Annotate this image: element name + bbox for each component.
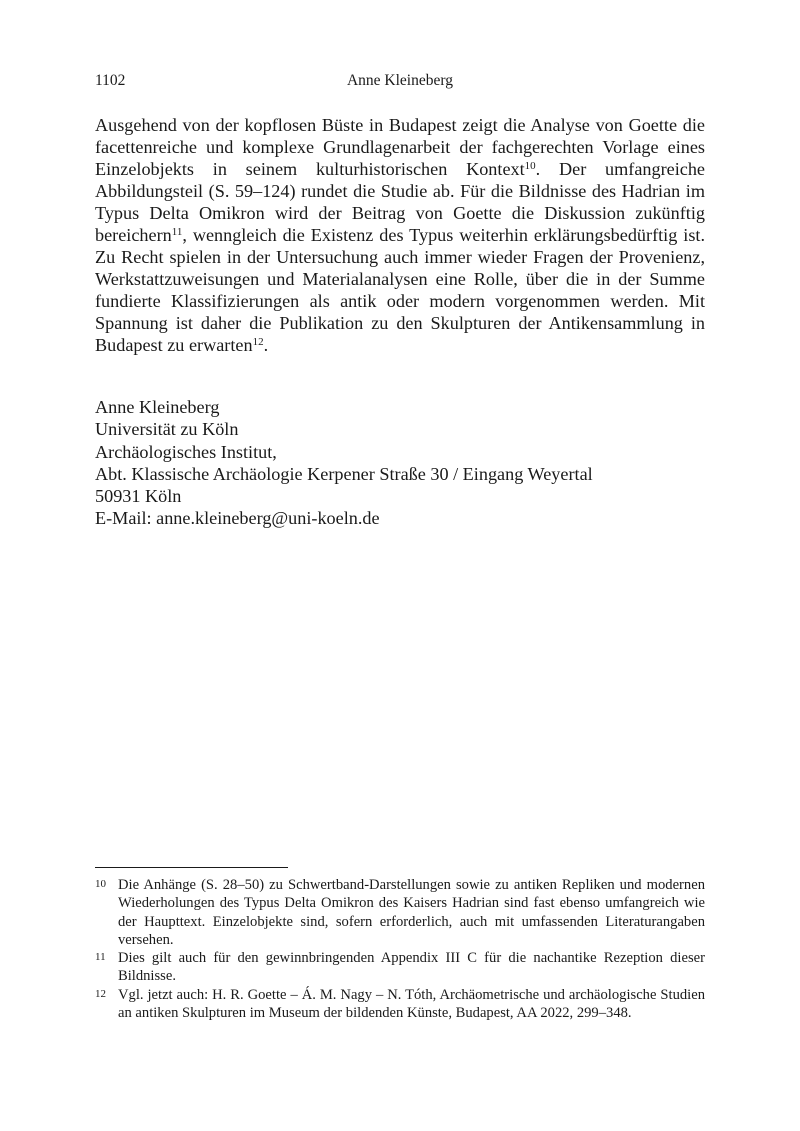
footnote-11 [95,949,705,986]
footnote-ref-12[interactable]: 12 [252,336,264,348]
body-paragraph [95,114,705,356]
footnote-ref-11[interactable]: 11 [171,226,183,238]
paragraph [95,114,705,356]
footnote-text: Die Anhänge (S. 28–50) zu Schwertband-Darstellungen sowie zu antiken Repliken und modernen Wiederholungen des Typus Delta Omikron des Kaisers Hadrian sind fast ebenso umfangreich wie der Haupttext. Einzelobjekte sind, sofern erforderlich, auch mit umfassenden Literaturangaben versehen. [118,877,705,948]
department-street: Abt. Klassische Archäologie Kerpener Straße 30 / Eingang Weyertal [95,463,593,484]
footnote-number: 12 [95,987,106,1000]
text-segment: . Der umfangreiche Abbildungsteil (S. 59–124) rundet die Studie ab. Für die Bildnisse des Hadrian im Typus Delta Omikron wird der Beitrag von Goette die Diskussion zukünftig bereichern [95,159,705,245]
text-segment: . [263,335,269,355]
footnote-12 [95,986,705,1023]
running-title: Anne Kleineberg [346,72,454,89]
footnote-number: 10 [95,878,106,890]
author-address [95,396,705,530]
text-segment: , wenngleich die Existenz des Typus weiterhin erklärungsbedürftig ist. Zu Recht spielen in der Untersuchung auch immer wieder Fragen der Provenienz, Werkstattzuweisungen und Materialanalysen eine Rolle, über die in der Summe fundierte Klassifizierungen als antik oder modern vorgenommen werden. Mit Spannung ist daher die Publikation zu den Skulpturen der Antikensammlung in Budapest zu erwarten [95,225,705,355]
postal-city: 50931 Köln [95,486,182,507]
running-header [95,70,705,92]
footnote-divider [95,867,288,868]
footnote-text: Dies gilt auch für den gewinnbringenden Appendix III C für die nachantike Rezeption dieser Bildnisse. [118,950,705,985]
institute: Archäologisches Institut, [95,441,277,462]
email[interactable]: E-Mail: anne.kleineberg@uni-koeln.de [95,508,380,529]
footnote-10 [95,876,705,949]
footnote-number: 11 [95,951,106,964]
page-number: 1102 [95,72,126,89]
footnotes [95,876,705,1022]
footnote-text: Vgl. jetzt auch: H. R. Goette – Á. M. Nagy – N. Tóth, Archäometrische und archäologische Studien an antiken Skulpturen im Museum der bildenden Künste, Budapest, AA 2022, 299–348. [118,986,705,1022]
university: Universität zu Köln [95,419,239,440]
author-name: Anne Kleineberg [95,397,220,417]
footnote-ref-10[interactable]: 10 [524,160,536,172]
text-segment: Ausgehend von der kopflosen Büste in Budapest zeigt die Analyse von Goette die facettenreiche und komplexe Grundlagenarbeit der fachgerechten Vorlage eines Einzelobjekts in seinem kulturhistorischen Kontext [95,115,705,179]
